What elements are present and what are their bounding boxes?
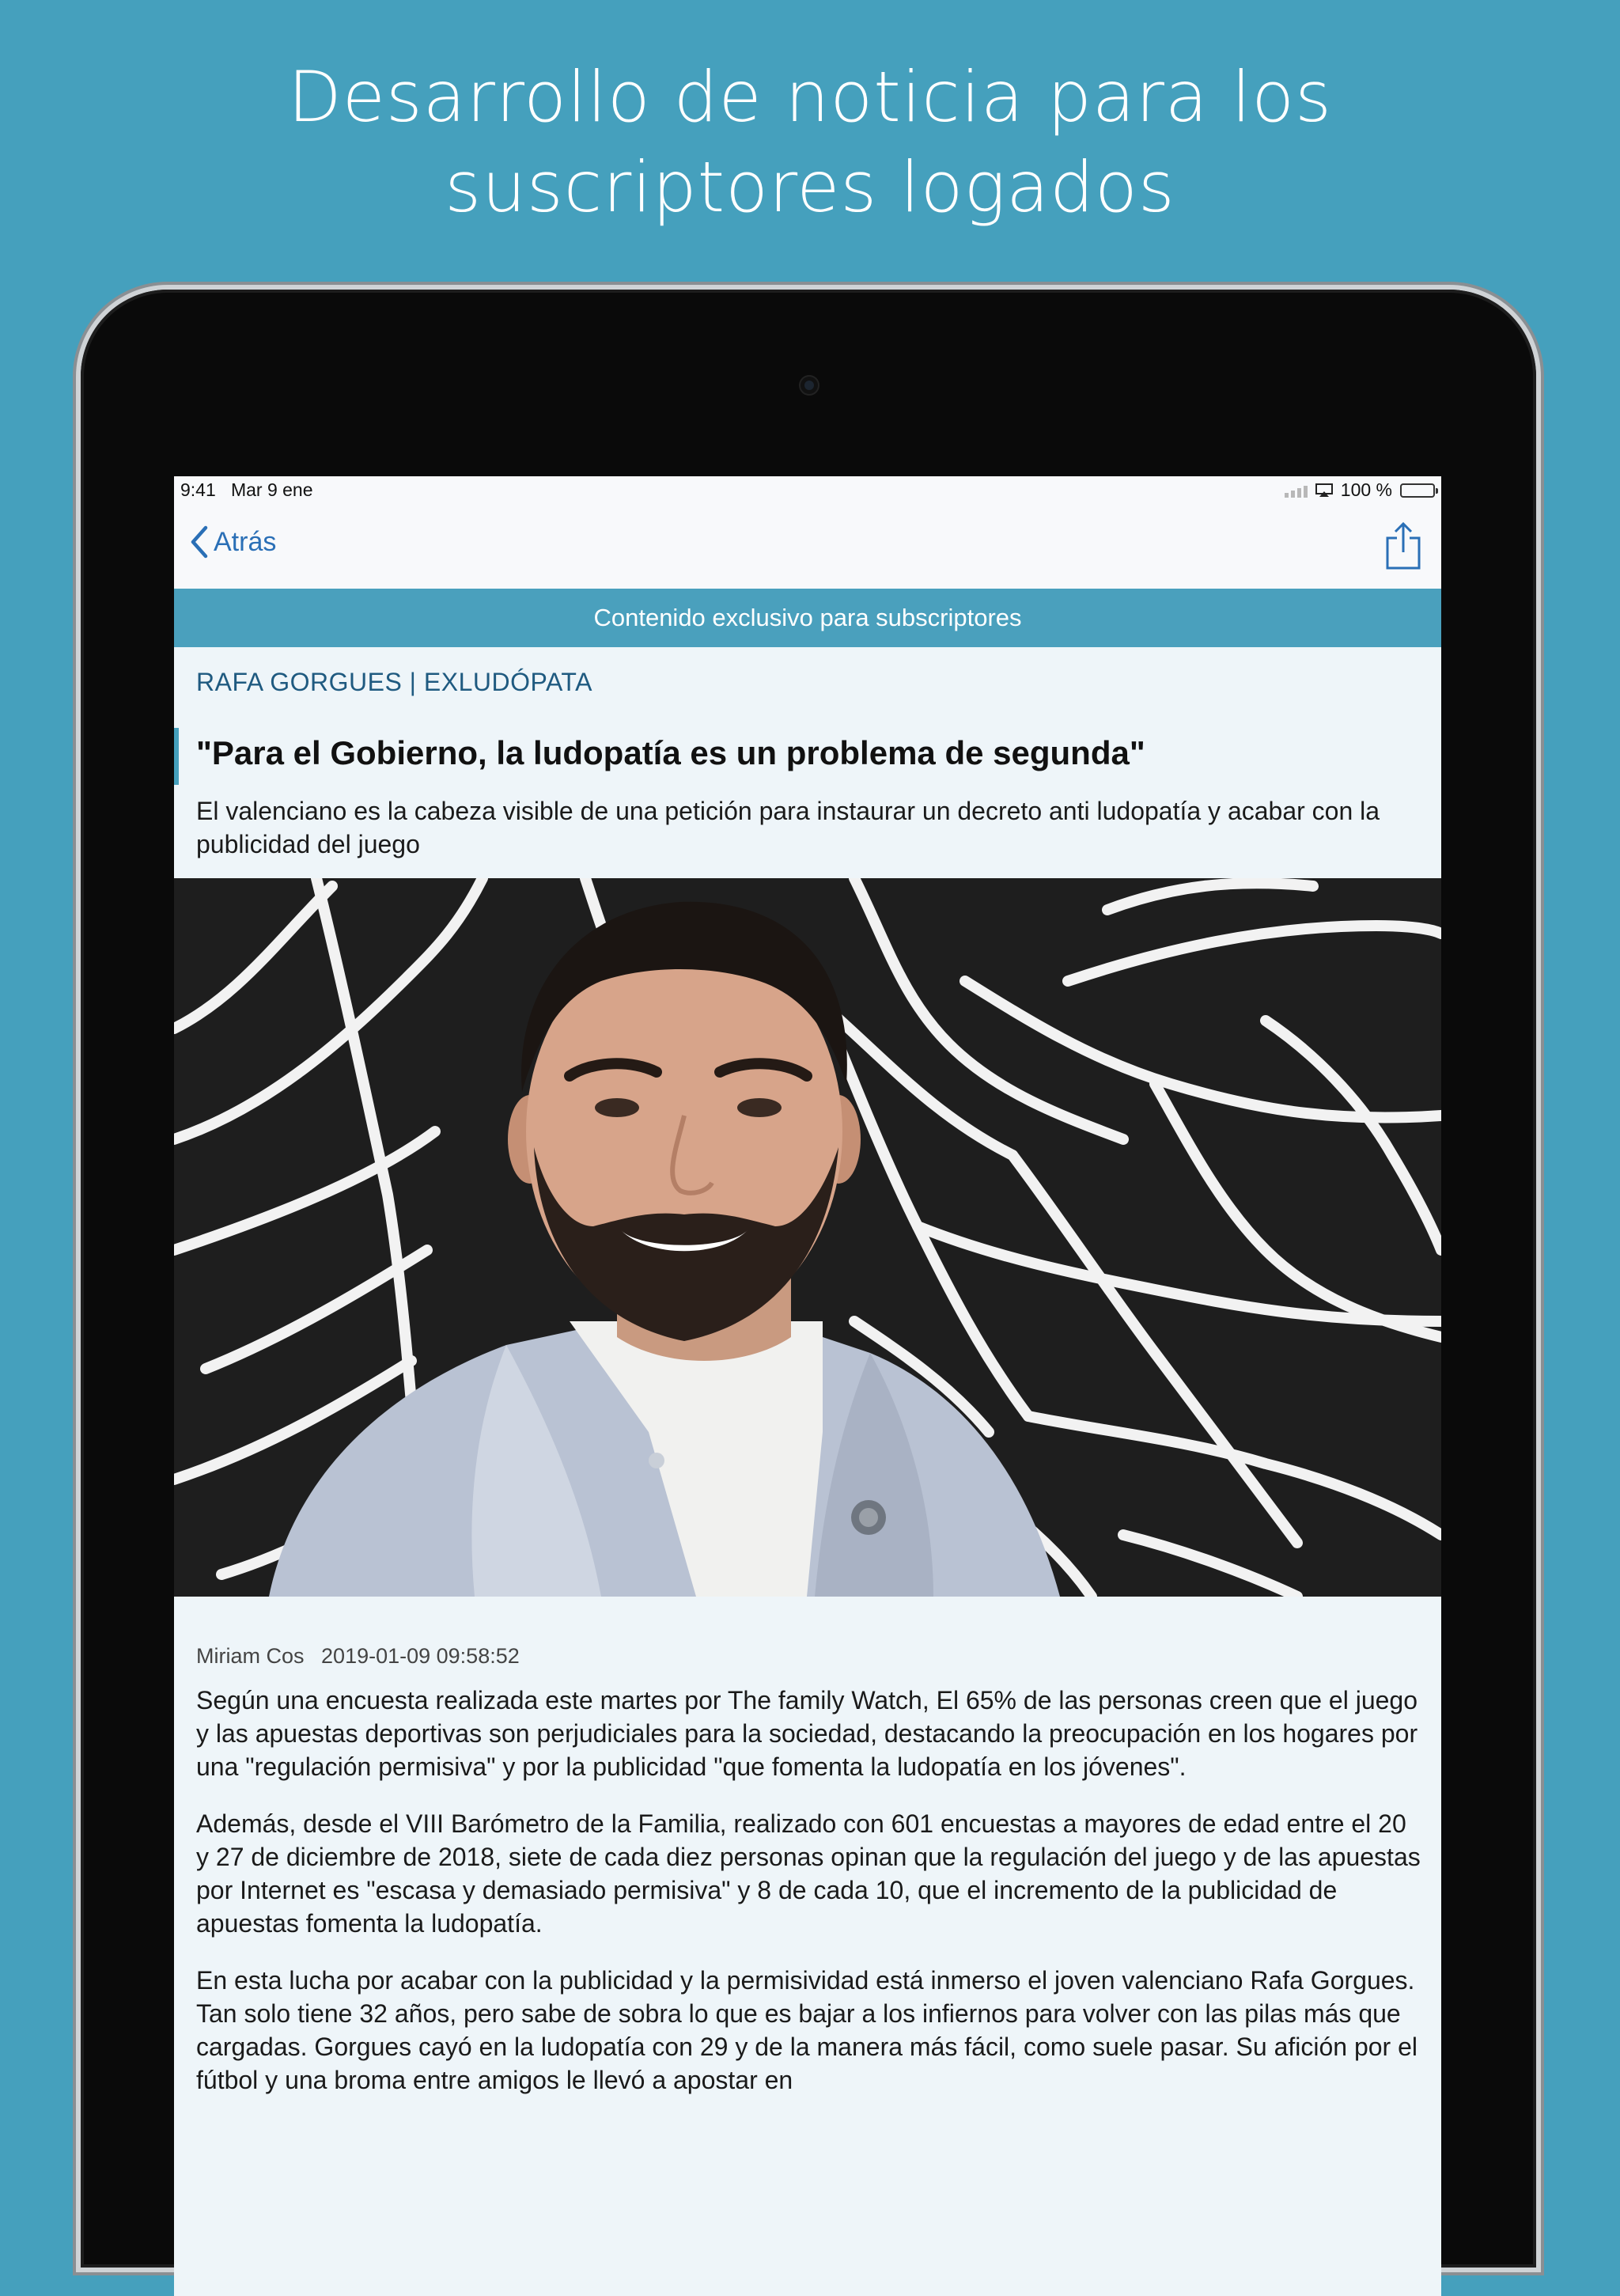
signal-icon — [1285, 483, 1308, 498]
article-photo — [174, 878, 1441, 1597]
status-right — [1285, 479, 1435, 501]
article-headline: "Para el Gobierno, la ludopatía es un problema de segunda" — [196, 734, 1145, 771]
share-icon[interactable] — [1383, 521, 1424, 571]
status-left — [180, 479, 313, 501]
chevron-left-icon — [190, 525, 209, 559]
headline-accent-bar — [174, 728, 179, 785]
article-paragraph: Además, desde el VIII Barómetro de la Familia, realizado con 601 encuestas a mayores de edad entre el 20 y 27 de diciembre de 2018, siete de cada diez personas opinan que la regulación del juego y de las apuestas por Internet es "escasa y demasiado permisiva" y 8 de cada 10, que el incremento de la publicidad de apuestas fomenta la ludopatía. — [196, 1809, 1421, 1938]
article-header — [174, 647, 1441, 878]
article-body — [196, 1684, 1422, 2120]
back-label: Atrás — [214, 526, 277, 557]
portrait-photo-illustration — [174, 878, 1441, 1597]
article-timestamp: 2019-01-09 09:58:52 — [321, 1644, 520, 1668]
status-time: 9:41 — [180, 479, 216, 500]
promo-title-line1: Desarrollo de noticia para los — [288, 56, 1332, 138]
article-byline — [196, 1644, 520, 1669]
article-paragraph: Según una encuesta realizada este martes por The family Watch, El 65% de las personas creen que el juego y las apuestas deportivas son perjudiciales para la sociedad, destacando la preocupación en los hogares por una "regulación permisiva" y por la publicidad "que fomenta la ludopatía en los jóvenes". — [196, 1686, 1418, 1781]
article-paragraph: En esta lucha por acabar con la publicidad y la permisividad está inmerso el joven valenciano Rafa Gorgues. Tan solo tiene 32 años, pero sabe de sobra lo que es bajar a los infiernos para volver con las pilas más que cargadas. Gorgues cayó en la ludopatía con 29 y de la manera más fácil, como suele pasar. Su afición por el fútbol y una broma entre amigos le llevó a apostar en — [196, 1966, 1418, 2094]
navigation-bar — [174, 503, 1441, 589]
status-bar — [174, 476, 1441, 503]
tablet-frame — [81, 290, 1536, 2268]
battery-icon — [1400, 483, 1435, 498]
battery-percent: 100 % — [1340, 479, 1392, 500]
back-button[interactable] — [190, 525, 276, 559]
front-camera-icon — [801, 377, 818, 394]
status-date: Mar 9 ene — [230, 479, 313, 500]
article-kicker: RAFA GORGUES | EXLUDÓPATA — [196, 668, 592, 696]
article-author: Miriam Cos — [196, 1644, 305, 1668]
app-screen — [174, 476, 1441, 2296]
promo-title — [0, 52, 1620, 233]
airplay-icon — [1315, 483, 1333, 498]
promo-title-line2: suscriptores logados — [445, 146, 1175, 228]
subscriber-banner: Contenido exclusivo para subscriptores — [174, 589, 1441, 647]
article-subheadline: El valenciano es la cabeza visible de una petición para instaurar un decreto anti ludopatía y acabar con la publicidad del juego — [196, 797, 1380, 858]
